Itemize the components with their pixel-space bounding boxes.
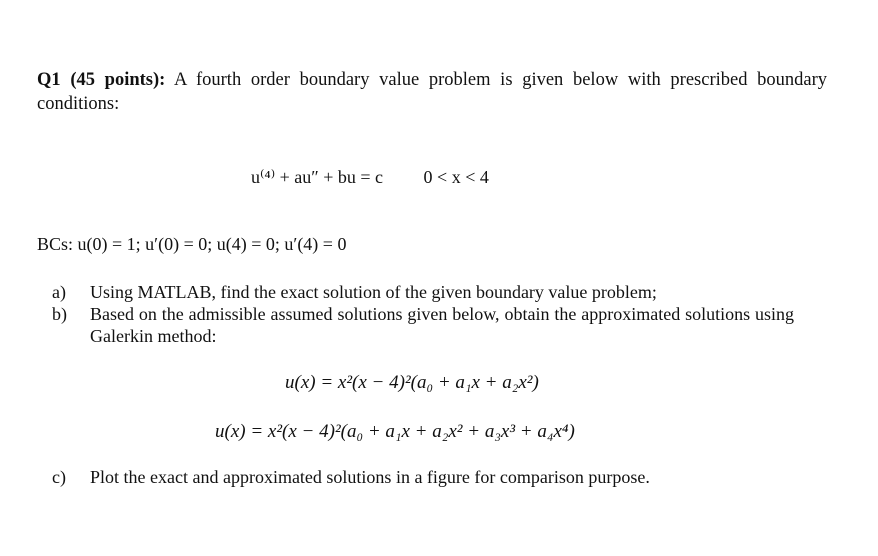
assumed-solution-2: u(x) = x²(x − 4)²(a₀ + a₁x + a₂x² + a₃x³ + a₄x⁴) (215, 421, 575, 442)
part-a-label: a) (52, 282, 66, 302)
question-text: A fourth order boundary value problem is given below with prescribed boundary conditions: (37, 70, 828, 114)
part-b-text: Based on the admissible assumed solutions given below, obtain the approximated solutions using Galerkin method: (90, 304, 794, 346)
differential-equation: u⁽⁴⁾ + au″ + bu = c (251, 167, 384, 187)
part-a-text: Using MATLAB, find the exact solution of the given boundary value problem; (90, 282, 657, 302)
assumed-solution-1: u(x) = x²(x − 4)²(a₀ + a₁x + a₂x²) (285, 372, 539, 393)
question-statement (37, 68, 827, 116)
boundary-conditions: BCs: u(0) = 1; u′(0) = 0; u(4) = 0; u′(4) = 0 (37, 234, 347, 254)
part-c-text: Plot the exact and approximated solutions in a figure for comparison purpose. (90, 467, 650, 487)
equation-domain: 0 < x < 4 (423, 167, 489, 187)
governing-equation (251, 166, 489, 188)
part-b-label: b) (52, 304, 67, 324)
part-c-label: c) (52, 467, 66, 487)
question-heading: Q1 (45 points): (37, 70, 166, 90)
